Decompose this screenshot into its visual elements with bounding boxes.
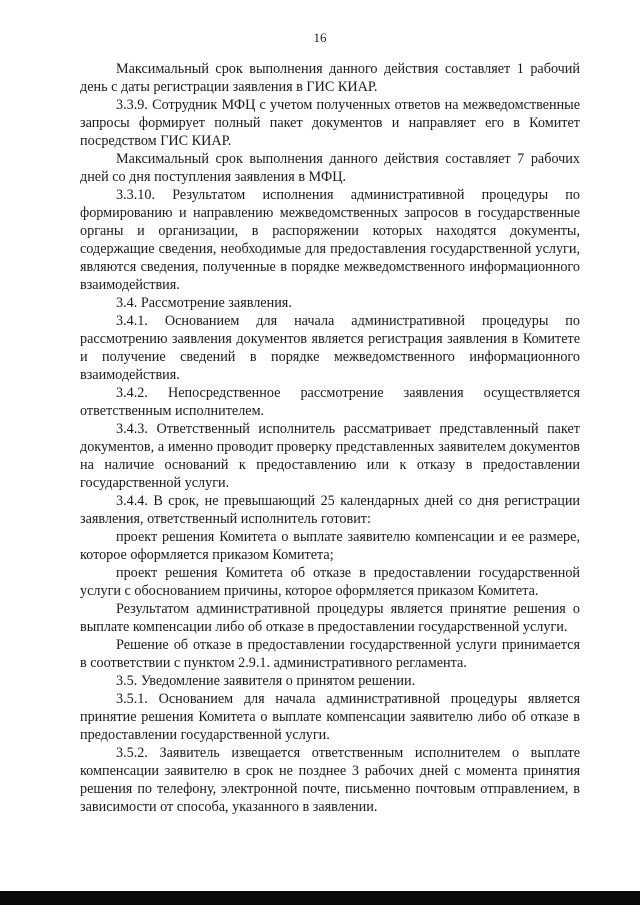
paragraph: 3.3.9. Сотрудник МФЦ с учетом полученных ответов на межведомственные запросы формирует полный пакет документов и направляет его в Комитет посредством ГИС КИАР.: [80, 97, 580, 149]
document-body: [80, 60, 580, 816]
paragraph: 3.3.10. Результатом исполнения административной процедуры по формированию и направлению межведомственных запросов в государственные органы и организации, в распоряжении которых находятся документы, содержащие сведения, необходимые для предоставления государственной услуги, являются сведения, полученные в порядке межведомственного информационного взаимодействия.: [80, 187, 580, 293]
paragraph: 3.4.3. Ответственный исполнитель рассматривает представленный пакет документов, а именно проводит проверку представленных заявителем документов на наличие оснований к предоставлению или к отказу в предоставлении государственной услуги.: [80, 421, 580, 491]
section-heading: 3.4. Рассмотрение заявления.: [116, 295, 292, 311]
paragraph: 3.5.2. Заявитель извещается ответственным исполнителем о выплате компенсации заявителю в срок не позднее 3 рабочих дней с момента принятия решения по телефону, электронной почте, письменно почтовым отправлением, в зависимости от способа, указанного в заявлении.: [80, 745, 580, 815]
scan-edge-bar: [0, 891, 640, 905]
section-heading: 3.5. Уведомление заявителя о принятом решении.: [116, 673, 416, 689]
paragraph: 3.4.4. В срок, не превышающий 25 календарных дней со дня регистрации заявления, ответственный исполнитель готовит:: [80, 493, 580, 527]
list-item: проект решения Комитета об отказе в предоставлении государственной услуги с обоснованием причины, которое оформляется приказом Комитета.: [80, 565, 580, 599]
paragraph: Максимальный срок выполнения данного действия составляет 7 рабочих дней со дня поступления заявления в МФЦ.: [80, 151, 580, 185]
list-item: проект решения Комитета о выплате заявителю компенсации и ее размере, которое оформляется приказом Комитета;: [80, 529, 580, 563]
paragraph: Результатом административной процедуры является принятие решения о выплате компенсации либо об отказе в предоставлении государственной услуги.: [80, 601, 580, 635]
page-number: 16: [313, 30, 327, 45]
paragraph: Решение об отказе в предоставлении государственной услуги принимается в соответствии с пунктом 2.9.1. административного регламента.: [80, 637, 580, 671]
paragraph: 3.5.1. Основанием для начала административной процедуры является принятие решения Комитета о выплате компенсации заявителю либо об отказе в предоставлении государственной услуги.: [80, 691, 580, 743]
paragraph: 3.4.1. Основанием для начала административной процедуры по рассмотрению заявления документов является регистрация заявления в Комитете и получение сведений в порядке межведомственного информационного взаимодействия.: [80, 313, 580, 383]
paragraph: 3.4.2. Непосредственное рассмотрение заявления осуществляется ответственным исполнителем.: [80, 385, 580, 419]
paragraph: Максимальный срок выполнения данного действия составляет 1 рабочий день с даты регистрации заявления в ГИС КИАР.: [80, 61, 580, 95]
